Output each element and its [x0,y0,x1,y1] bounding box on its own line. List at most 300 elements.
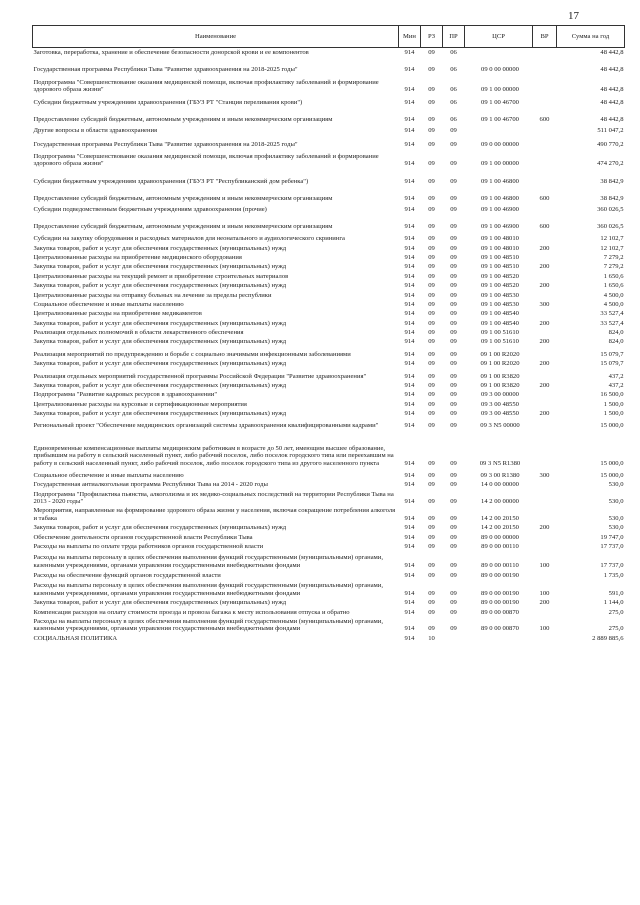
cell-name: Субсидии на закупку оборудования и расходных материалов для неонатального и аудиологического скрининга [33,235,345,243]
cell-name: Расходы на выплаты по оплате труда работников органов государственной власти [33,542,264,550]
budget-table [32,25,625,643]
cell-vr: 200 [539,244,550,252]
cell-pr: 09 [450,410,457,417]
cell-csr [465,124,533,135]
cell-vr: 600 [539,222,550,230]
cell-csr: 09 1 00 R2020 [480,350,520,358]
cell-vr: 200 [539,599,550,607]
cell-rz: 09 [428,542,435,550]
table-row [33,281,625,290]
cell-rz: 09 [428,177,435,185]
cell-name: Единовременные компенсационные выплаты медицинским работникам в возрасте до 50 лет, имеющим высшее образование, прибывшим на работу в сельский населенный пункт, либо рабочий поселок, либо поселок городского типа или переехавшим на работу в сельский населенный пункт, либо рабочий поселок, либо поселок городского типа из другого населенного пункта [33,444,394,467]
cell-csr: 09 1 00 48540 [481,310,519,318]
table-header-row [33,26,625,48]
cell-vr [533,75,557,95]
cell-min: 914 [404,481,415,489]
table-row [33,506,625,523]
cell-pr: 09 [450,391,457,399]
cell-name: Предоставление субсидий бюджетным, автономным учреждениям и иным некоммерческим организациям [33,222,333,230]
cell-name: Расходы на выплаты персоналу в целях обеспечения выполнения функций государственными (муниципальными) органами, казенными учреждениями, органами управления государственными внебюджетными фондами [33,582,383,597]
table-row [33,468,625,480]
cell-vr: 200 [539,524,550,532]
cell-vr: 100 [539,561,550,569]
cell-pr: 09 [450,514,457,522]
cell-vr: 200 [539,338,550,346]
cell-csr: 09 1 00 46700 [481,115,519,123]
cell-sum: 4 500,0 [603,300,624,308]
cell-csr: 09 1 00 48530 [481,291,519,299]
table-row [33,95,625,107]
cell-vr [533,57,557,74]
table-row [33,57,625,74]
cell-name: Предоставление субсидий бюджетным, автономным учреждениям и иным некоммерческим организациям [33,115,333,123]
cell-vr [533,570,557,580]
cell-pr: 09 [450,244,457,252]
table-row [33,328,625,337]
cell-csr: 09 1 00 46800 [481,177,519,185]
cell-pr: 09 [450,599,457,607]
cell-vr [533,608,557,617]
cell-name: Социальное обеспечение и иные выплаты населению [33,471,184,479]
table-row [33,523,625,532]
cell-min: 914 [404,471,415,479]
cell-vr [533,231,557,243]
cell-csr: 89 0 00 00190 [481,589,519,597]
cell-csr: 14 2 00 20150 [481,514,519,522]
cell-min: 914 [404,459,415,467]
cell-min: 914 [404,319,415,327]
table-row [33,253,625,262]
cell-csr: 89 0 00 00190 [481,572,519,579]
cell-min: 914 [404,498,415,505]
cell-pr: 09 [450,272,457,280]
cell-rz: 09 [428,400,435,408]
cell-vr [533,149,557,169]
cell-vr: 300 [539,300,550,308]
cell-pr: 09 [450,329,457,336]
cell-name: Расходы на выплаты персоналу в целях обеспечения выполнения функций государственными (муниципальными) органами, казенными учреждениями, органами управления государственными внебюджетными фондами [33,617,383,633]
cell-csr: 09 1 00 R3820 [480,381,520,389]
cell-vr: 100 [539,625,550,633]
cell-name: Расходы на выплаты персоналу в целях обеспечения выполнения функций государственными (муниципальными) органами, казенными учреждениями, органами управления государственными внебюджетными фондами [33,554,383,569]
cell-min: 914 [404,127,415,135]
cell-csr: 09 1 00 R3820 [480,372,520,380]
cell-min: 914 [404,86,415,94]
header-pr: ПР [443,26,465,48]
cell-sum: 17 737,0 [600,561,624,569]
cell-min: 914 [404,49,415,56]
cell-csr: 09 1 00 48510 [481,254,519,261]
cell-sum: 38 842,9 [600,195,624,203]
cell-sum: 591,0 [608,589,624,597]
cell-sum: 48 442,8 [600,49,624,56]
cell-rz: 09 [428,572,435,579]
cell-vr [533,506,557,523]
cell-pr: 09 [450,338,457,346]
table-row [33,309,625,318]
cell-sum: 48 442,8 [600,86,624,94]
cell-sum: 15 079,7 [600,350,624,358]
cell-sum: 48 442,8 [600,66,624,74]
cell-rz: 09 [428,310,435,318]
cell-pr: 09 [450,459,457,467]
cell-csr: 89 0 00 00110 [481,542,519,550]
cell-sum: 48 442,8 [600,115,624,123]
cell-csr: 09 3 00 00000 [481,391,519,399]
table-row [33,319,625,328]
cell-rz: 09 [428,98,435,106]
cell-csr: 09 1 00 48530 [481,300,519,308]
cell-sum: 15 079,7 [600,360,624,368]
cell-name: СОЦИАЛЬНАЯ ПОЛИТИКА [33,634,118,642]
cell-pr: 09 [450,160,457,168]
cell-rz: 09 [428,514,435,522]
cell-rz: 09 [428,300,435,308]
cell-pr: 09 [450,561,457,569]
cell-rz: 09 [428,422,435,430]
cell-min: 914 [404,634,415,642]
cell-name: Государственная программа Республики Тыва "Развитие здравоохранения на 2018-2025 годы" [33,66,298,74]
cell-rz: 09 [428,360,435,368]
cell-name: Расходы на обеспечение функций органов государственной власти [33,572,221,579]
cell-pr: 09 [450,572,457,579]
cell-min: 914 [404,310,415,318]
table-row [33,214,625,231]
cell-sum: 4 500,0 [603,291,624,299]
cell-rz: 09 [428,244,435,252]
cell-name: Закупка товаров, работ и услуг для обеспечения государственных (муниципальных) нужд [33,360,287,368]
cell-name: Субсидии бюджетным учреждениям здравоохранения (ГБУЗ РТ "Станция переливания крови") [33,98,303,106]
table-row [33,48,625,58]
cell-sum: 490 770,2 [597,140,624,148]
cell-name: Подпрограмма "Развитие кадровых ресурсов в здравоохранении" [33,391,218,399]
cell-vr: 200 [539,282,550,290]
table-row [33,291,625,300]
cell-sum: 15 000,0 [600,459,624,467]
cell-sum: 7 279,2 [603,254,624,261]
cell-name: Субсидии бюджетным учреждениям здравоохранения (ГБУЗ РТ "Республиканский дом ребенка") [33,177,309,185]
cell-name: Подпрограмма "Совершенствование оказания медицинской помощи, включая профилактику заболеваний и формирование здорового образа жизни" [33,78,379,94]
table-row [33,359,625,368]
cell-rz: 09 [428,459,435,467]
cell-rz: 09 [428,222,435,230]
cell-min: 914 [404,391,415,399]
cell-name: Мероприятия, направленные на формирование здорового образа жизни у населения, включая сокращение потребления алкоголя и табака [33,507,396,522]
cell-name: Государственная программа Республики Тыва "Развитие здравоохранения на 2018-2025 годы" [33,140,298,148]
cell-csr: 89 0 00 00870 [481,625,519,633]
cell-sum: 19 747,0 [600,533,624,541]
cell-pr: 09 [450,608,457,616]
table-row [33,124,625,135]
cell-rz: 09 [428,481,435,489]
cell-vr [533,347,557,359]
cell-pr: 09 [450,471,457,479]
table-row [33,107,625,124]
cell-name: Централизованные расходы на отправку больных на лечение за пределы республики [33,291,272,299]
cell-sum: 1 650,6 [603,282,624,290]
table-row [33,186,625,203]
cell-sum: 17 737,0 [600,542,624,550]
cell-name: Государственная антиалкогольная программа Республики Тыва на 2014 - 2020 годы [33,481,268,489]
cell-pr: 09 [450,481,457,489]
cell-pr: 09 [450,195,457,203]
cell-rz: 09 [428,195,435,203]
cell-rz: 09 [428,338,435,346]
table-row [33,431,625,468]
cell-min: 914 [404,244,415,252]
cell-min: 914 [404,372,415,380]
cell-vr [533,542,557,551]
cell-sum: 824,0 [608,338,624,346]
cell-sum: 360 026,5 [597,205,624,213]
cell-sum: 38 842,9 [600,177,624,185]
cell-pr: 06 [450,66,457,74]
cell-sum: 12 102,7 [600,244,624,252]
table-row [33,272,625,281]
cell-min: 914 [404,422,415,430]
cell-min: 914 [404,514,415,522]
cell-vr [533,390,557,399]
cell-min: 914 [404,338,415,346]
cell-pr: 06 [450,98,457,106]
table-row [33,551,625,570]
cell-csr: 09 1 00 46700 [481,98,519,106]
table-row [33,608,625,617]
cell-rz: 09 [428,205,435,213]
cell-sum: 437,2 [608,381,624,389]
cell-vr [533,204,557,214]
cell-vr [533,490,557,507]
cell-rz: 10 [428,634,435,642]
table-row [33,580,625,598]
cell-pr: 09 [450,625,457,633]
cell-rz: 09 [428,410,435,417]
cell-sum: 15 000,0 [600,422,624,430]
table-row [33,409,625,418]
cell-pr: 09 [450,140,457,148]
cell-pr: 09 [450,205,457,213]
cell-vr [533,431,557,468]
cell-min: 914 [404,572,415,579]
cell-vr: 200 [539,360,550,368]
cell-pr: 09 [450,533,457,541]
cell-csr: 09 3 00 R1380 [480,471,520,479]
cell-rz: 09 [428,329,435,336]
cell-sum: 824,0 [608,329,624,336]
table-row [33,262,625,271]
cell-vr [533,253,557,262]
cell-min: 914 [404,263,415,271]
cell-vr: 100 [539,589,550,597]
cell-rz: 09 [428,561,435,569]
cell-csr: 89 0 00 00870 [481,608,519,616]
table-body [33,48,625,644]
cell-csr [465,634,533,643]
cell-name: Заготовка, переработка, хранение и обеспечение безопасности донорской крови и ее компонентов [33,49,309,56]
cell-pr [443,634,465,643]
cell-name: Компенсация расходов на оплату стоимости проезда и провоза багажа к месту использования отпуска и обратно [33,608,350,616]
cell-rz: 09 [428,471,435,479]
cell-min: 914 [404,291,415,299]
cell-vr: 300 [539,471,550,479]
cell-min: 914 [404,542,415,550]
cell-min: 914 [404,329,415,336]
cell-sum: 275,0 [608,625,624,633]
cell-pr: 09 [450,263,457,271]
cell-rz: 09 [428,372,435,380]
cell-rz: 09 [428,350,435,358]
cell-rz: 09 [428,140,435,148]
table-row [33,480,625,489]
cell-vr [533,169,557,186]
cell-csr: 14 0 00 00000 [481,481,519,489]
cell-sum: 437,2 [608,372,624,380]
cell-csr: 09 1 00 R2020 [480,360,520,368]
cell-pr: 09 [450,254,457,261]
cell-pr: 09 [450,177,457,185]
cell-rz: 09 [428,127,435,135]
cell-sum: 12 102,7 [600,235,624,243]
cell-rz: 09 [428,608,435,616]
table-row [33,204,625,214]
table-row [33,136,625,149]
cell-vr [533,309,557,318]
table-row [33,390,625,399]
cell-pr: 09 [450,498,457,505]
cell-rz: 09 [428,115,435,123]
cell-vr [533,272,557,281]
cell-name: Социальное обеспечение и иные выплаты населению [33,300,184,308]
cell-name: Закупка товаров, работ и услуг для обеспечения государственных (муниципальных) нужд [33,410,287,417]
cell-pr: 09 [450,319,457,327]
cell-min: 914 [404,360,415,368]
cell-rz: 09 [428,391,435,399]
cell-pr: 09 [450,422,457,430]
table-row [33,598,625,607]
cell-min: 914 [404,561,415,569]
cell-min: 914 [404,205,415,213]
cell-min: 914 [404,66,415,74]
cell-min: 914 [404,400,415,408]
table-row [33,542,625,551]
cell-vr: 200 [539,263,550,271]
cell-csr: 09 3 00 48550 [481,400,519,408]
cell-name: Реализация мероприятий по предупреждению и борьбе с социально значимыми инфекционными заболеваниями [33,350,351,358]
cell-rz: 09 [428,599,435,607]
cell-min: 914 [404,98,415,106]
cell-csr: 09 1 00 00000 [481,160,519,168]
header-csr: ЦСР [465,26,533,48]
cell-name: Закупка товаров, работ и услуг для обеспечения государственных (муниципальных) нужд [33,381,287,389]
cell-csr: 89 0 00 00190 [481,599,519,607]
cell-sum: 530,0 [608,524,624,532]
cell-name: Централизованные расходы на приобретение медицинского оборудования [33,254,242,261]
cell-min: 914 [404,524,415,532]
cell-rz: 09 [428,381,435,389]
cell-vr [533,400,557,409]
cell-csr: 14 2 00 20150 [481,524,519,532]
cell-vr [533,95,557,107]
cell-rz: 09 [428,533,435,541]
cell-vr [533,480,557,489]
cell-rz: 09 [428,524,435,532]
cell-rz: 09 [428,66,435,74]
cell-pr: 09 [450,589,457,597]
cell-sum: 7 279,2 [603,263,624,271]
cell-sum: 1 500,0 [603,400,624,408]
cell-name: Закупка товаров, работ и услуг для обеспечения государственных (муниципальных) нужд [33,263,287,271]
cell-vr [533,124,557,135]
cell-vr: 200 [539,381,550,389]
cell-rz: 09 [428,160,435,168]
page-number: 17 [568,10,579,22]
cell-name: Закупка товаров, работ и услуг для обеспечения государственных (муниципальных) нужд [33,338,287,346]
cell-min: 914 [404,254,415,261]
cell-sum: 511 047,2 [597,127,624,135]
header-rz: РЗ [421,26,443,48]
cell-rz: 09 [428,498,435,505]
cell-rz: 09 [428,291,435,299]
cell-min: 914 [404,608,415,616]
cell-pr: 09 [450,381,457,389]
cell-sum: 33 527,4 [600,319,624,327]
cell-vr [533,328,557,337]
cell-min: 914 [404,272,415,280]
cell-pr: 06 [450,49,457,56]
cell-rz: 09 [428,589,435,597]
cell-sum: 1 735,0 [603,572,624,579]
cell-pr: 09 [450,524,457,532]
cell-sum: 1 144,0 [603,599,624,607]
cell-csr: 09 1 00 48540 [481,319,519,327]
cell-pr: 09 [450,300,457,308]
cell-name: Закупка товаров, работ и услуг для обеспечения государственных (муниципальных) нужд [33,599,287,607]
cell-sum: 530,0 [608,514,624,522]
cell-sum: 530,0 [608,481,624,489]
cell-vr: 600 [539,195,550,203]
cell-min: 914 [404,381,415,389]
table-row [33,418,625,430]
cell-name: Централизованные расходы на курсовые и сертификационные мероприятия [33,400,247,408]
header-vr: ВР [533,26,557,48]
cell-sum: 1 650,6 [603,272,624,280]
cell-csr: 09 0 00 00000 [481,66,519,74]
cell-csr: 09 1 00 00000 [481,86,519,94]
cell-pr: 09 [450,400,457,408]
cell-min: 914 [404,599,415,607]
cell-pr: 09 [450,282,457,290]
table-row [33,337,625,346]
table-row [33,400,625,409]
cell-min: 914 [404,235,415,243]
cell-sum: 360 026,5 [597,222,624,230]
table-row [33,570,625,580]
cell-name: Предоставление субсидий бюджетным, автономным учреждениям и иным некоммерческим организациям [33,195,333,203]
cell-pr: 09 [450,127,457,135]
cell-sum: 33 527,4 [600,310,624,318]
cell-vr [533,418,557,430]
table-row [33,533,625,542]
cell-vr [533,291,557,300]
cell-name: Подпрограмма "Совершенствование оказания медицинской помощи, включая профилактику заболеваний и формирование здорового образа жизни" [33,153,379,168]
table-row [33,300,625,309]
cell-name: Другие вопросы в области здравоохранения [33,127,158,135]
cell-rz: 09 [428,319,435,327]
table-row [33,617,625,634]
cell-vr [533,634,557,643]
cell-min: 914 [404,195,415,203]
cell-vr: 200 [539,410,550,417]
